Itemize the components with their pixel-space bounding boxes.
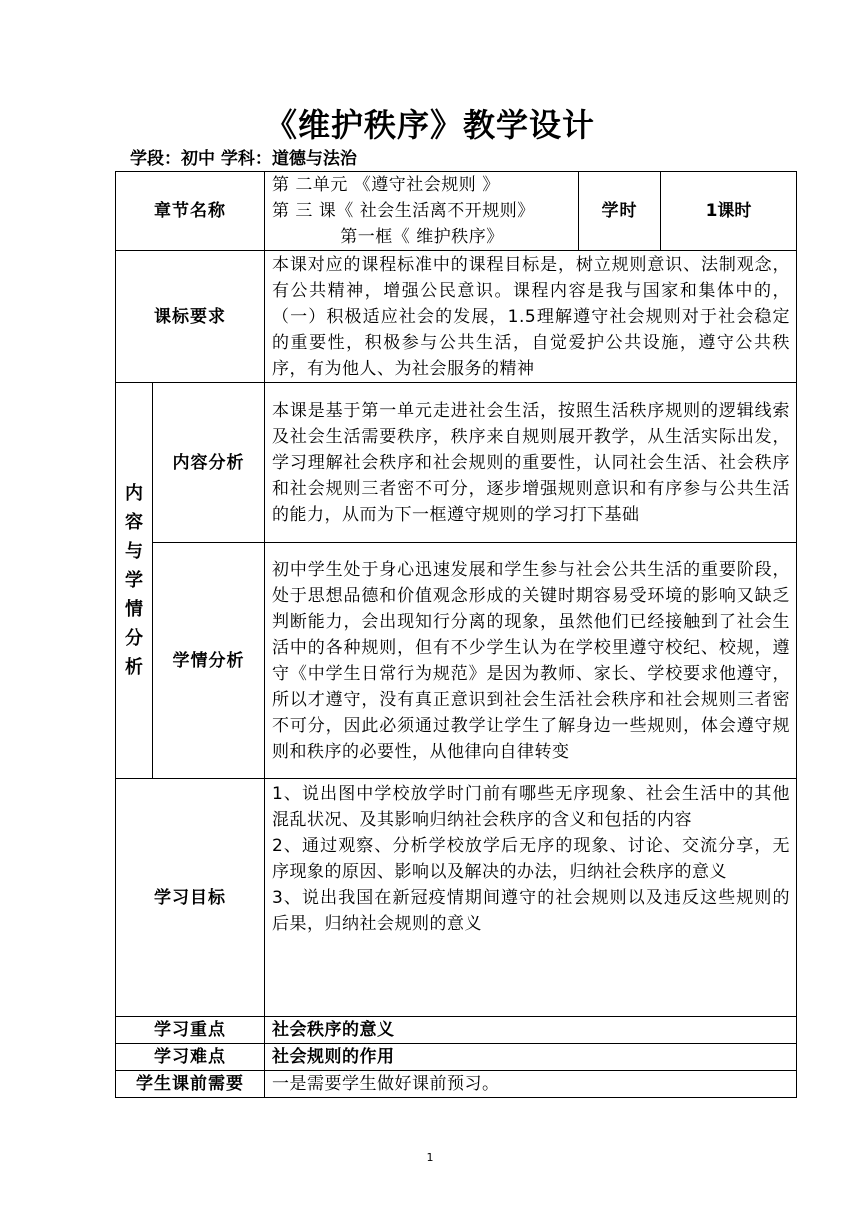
objective-item: 3、说出我国在新冠疫情期间遵守的社会规则以及违反这些规则的后果，归纳社会规则的意义 xyxy=(272,888,790,934)
standard-row xyxy=(116,251,797,383)
key-point-text: 社会秩序的意义 xyxy=(265,1017,797,1044)
difficulty-text: 社会规则的作用 xyxy=(265,1044,797,1071)
difficulty-row xyxy=(116,1044,797,1071)
chapter-section-line: 第一框《 维护秩序》 xyxy=(340,227,504,247)
group-char: 析 xyxy=(125,657,143,678)
objective-item: 1、说出图中学校放学时门前有哪些无序现象、社会生活中的其他混乱状况、及其影响归纳社会秩序的含义和包括的内容 xyxy=(272,784,790,830)
objective-item: 2、通过观察、分析学校放学后无序的现象、讨论、交流分享，无序现象的原因、影响以及解决的办法，归纳社会秩序的意义 xyxy=(272,836,790,882)
preparation-text: 一是需要学生做好课前预习。 xyxy=(265,1071,797,1098)
group-char: 内 xyxy=(125,483,143,504)
key-point-label: 学习重点 xyxy=(116,1017,265,1044)
group-char: 与 xyxy=(125,541,143,562)
student-analysis-label: 学情分析 xyxy=(153,543,265,779)
analysis-group-label xyxy=(116,383,153,779)
student-analysis-row xyxy=(116,543,797,779)
objectives-label: 学习目标 xyxy=(116,779,265,1017)
key-point-row xyxy=(116,1017,797,1044)
hours-value: 1课时 xyxy=(661,172,797,251)
standard-label: 课标要求 xyxy=(116,251,265,383)
document-title: 《维护秩序》教学设计 xyxy=(264,106,595,144)
group-char: 分 xyxy=(125,628,143,649)
objectives-row xyxy=(116,779,797,1017)
chapter-name-cell xyxy=(265,172,579,251)
preparation-label: 学生课前需要 xyxy=(116,1071,265,1098)
content-analysis-text: 本课是基于第一单元走进社会生活，按照生活秩序规则的逻辑线索及社会生活需要秩序，秩序来自规则展开教学，从生活实际出发，学习理解社会秩序和社会规则的重要性，认同社会生活、社会秩序和社会规则三者密不可分，逐步增强规则意识和有序参与公共生活的能力，从而为下一框遵守规则的学习打下基础 xyxy=(265,383,797,543)
difficulty-label: 学习难点 xyxy=(116,1044,265,1071)
lesson-design-table xyxy=(115,171,797,1098)
objectives-list xyxy=(265,779,797,1017)
chapter-unit-line: 第 二单元 《遵守社会规则 》 xyxy=(272,175,500,195)
chapter-row xyxy=(116,172,797,251)
page-number: 1 xyxy=(426,1151,434,1164)
content-analysis-label: 内容分析 xyxy=(153,383,265,543)
chapter-lesson-line: 第 三 课《 社会生活离不开规则》 xyxy=(272,201,535,221)
group-char: 容 xyxy=(125,512,143,533)
group-char: 情 xyxy=(125,599,143,620)
chapter-label: 章节名称 xyxy=(116,172,265,251)
student-analysis-text: 初中学生处于身心迅速发展和学生参与社会公共生活的重要阶段，处于思想品德和价值观念形成的关键时期容易受环境的影响又缺乏判断能力，会出现知行分离的现象，虽然他们已经接触到了社会生活中的各种规则，但有不少学生认为在学校里遵守校纪、校规，遵守《中学生日常行为规范》是因为教师、家长、学校要求他遵守，所以才遵守，没有真正意识到社会生活社会秩序和社会规则三者密不可分，因此必须通过教学让学生了解身边一些规则，体会遵守规则和秩序的必要性，从他律向自律转变 xyxy=(265,543,797,779)
hours-label: 学时 xyxy=(579,172,661,251)
standard-text: 本课对应的课程标准中的课程目标是，树立规则意识、法制观念，有公共精神，增强公民意识。课程内容是我与国家和集体中的，（一）积极适应社会的发展，1.5理解遵守社会规则对于社会稳定的重要性，积极参与公共生活，自觉爱护公共设施，遵守公共秩序，有为他人、为社会服务的精神 xyxy=(265,251,797,383)
group-char: 学 xyxy=(125,570,143,591)
content-analysis-row xyxy=(116,383,797,543)
subject-meta: 学段：初中 学科：道德与法治 xyxy=(130,149,357,169)
preparation-row xyxy=(116,1071,797,1098)
